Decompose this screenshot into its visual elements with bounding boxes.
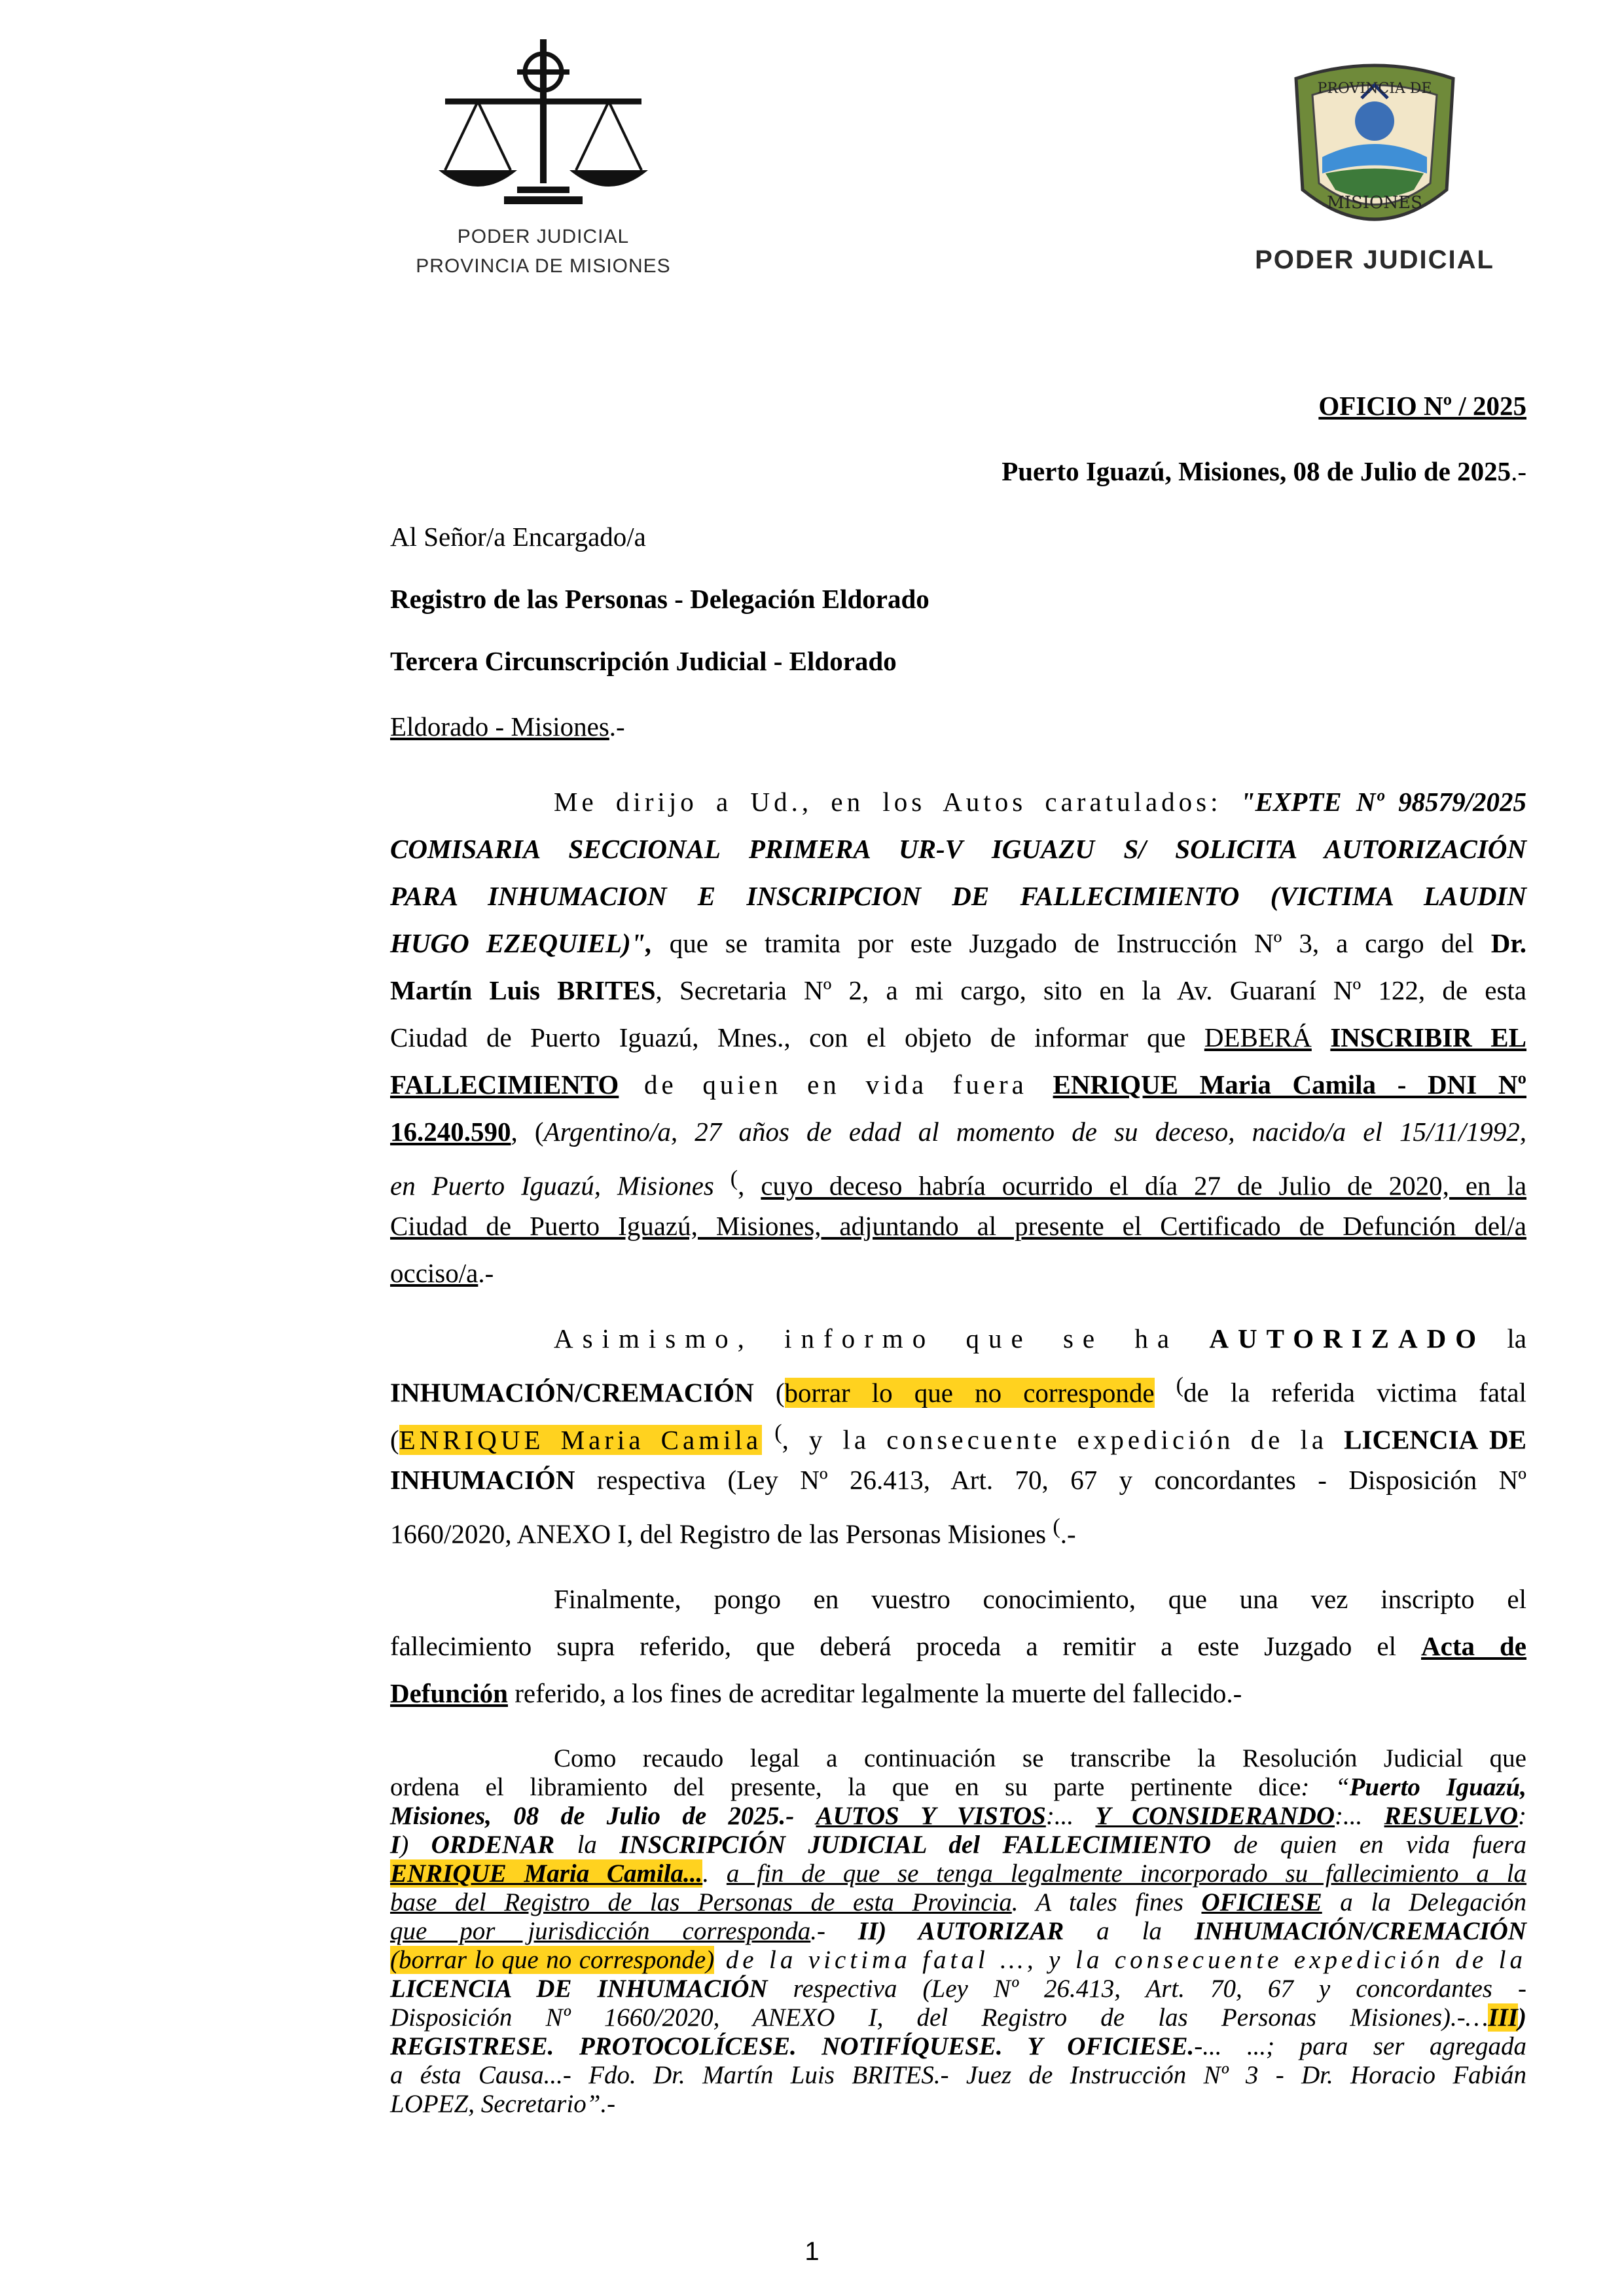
p1-line7: FALLECIMIENTO de quien en vida fuera ENRIQUE Maria Camila - DNI Nº [390, 1069, 1526, 1100]
date-line [390, 448, 1526, 494]
p4-line11: REGISTRESE. PROTOCOLÍCESE. NOTIFÍQUESE. Y OFICIESE.-... ...; para ser agregada [390, 2032, 1526, 2060]
p1-line5: Martín Luis BRITES, Secretaria Nº 2, a mi cargo, sito en la Av. Guaraní Nº 122, de esta [390, 975, 1526, 1005]
highlight-borrar: borrar lo que no corresponde [784, 1377, 1155, 1408]
p4-line2: ordena el libramiento del presente, la que en su parte pertinente dice: “Puerto Iguazú, [390, 1773, 1526, 1801]
p1-line4: HUGO EZEQUIEL)", que se tramita por este Juzgado de Instrucción Nº 3, a cargo del Dr. [390, 928, 1526, 958]
svg-text:MISIONES: MISIONES [1327, 193, 1422, 213]
p4-line9: LICENCIA DE INHUMACIÓN respectiva (Ley Nº 26.413, Art. 70, 67 y concordantes - [390, 1975, 1527, 2003]
p1-l1-a: Me dirijo a Ud., en los Autos caratulados: [554, 787, 1240, 817]
oficio-number: OFICIO Nº / 2025 [1318, 391, 1526, 421]
svg-text:PROVINCIA DE: PROVINCIA DE [1317, 81, 1432, 97]
p1-line11: occiso/a.- [390, 1258, 494, 1288]
p1-line6: Ciudad de Puerto Iguazú, Mnes., con el objeto de informar que DEBERÁ INSCRIBIR EL [390, 1022, 1527, 1052]
p2-line5: 1660/2020, ANEXO I, del Registro de las Personas Misiones (.- [390, 1515, 1076, 1549]
p4-line7: que por jurisdicción corresponda.- II) AUTORIZAR a la INHUMACIÓN/CREMACIÓN [390, 1917, 1526, 1945]
p1-line3: PARA INHUMACION E INSCRIPCION DE FALLECIMIENTO (VICTIMA LAUDIN [390, 881, 1526, 911]
logo-left-line2: PROVINCIA DE MISIONES [416, 255, 671, 277]
scales-of-justice-icon [419, 39, 668, 229]
addressee-line1: Al Señor/a Encargado/a [390, 522, 646, 552]
p1-line10: Ciudad de Puerto Iguazú, Misiones, adjuntando al presente el Certificado de Defunción del/a [390, 1211, 1526, 1241]
addressee-line4 [390, 704, 1526, 749]
p1-line9: en Puerto Iguazú, Misiones (, cuyo deceso habría ocurrido el día 27 de Julio de 2020, en la [390, 1166, 1527, 1201]
p4-line4: I) ORDENAR la INSCRIPCIÓN JUDICIAL del FALLECIMIENTO de quien en vida fuera [390, 1831, 1526, 1859]
p3-line2: fallecimiento supra referido, que deberá proceda a remitir a este Juzgado el Acta de [390, 1631, 1526, 1661]
addressee-suffix: .- [609, 711, 625, 742]
p3-line3: Defunción referido, a los fines de acreditar legalmente la muerte del fallecido.- [390, 1678, 1242, 1708]
highlight-borrar-2: (borrar lo que no corresponde) [390, 1946, 715, 1974]
highlight-name: ENRIQUE Maria Camila [399, 1424, 763, 1455]
p2-line4: INHUMACIÓN respectiva (Ley Nº 26.413, Art. 70, 67 y concordantes - Disposición Nº [390, 1465, 1526, 1495]
p4-line13: LOPEZ, Secretario”.- [390, 2090, 616, 2118]
highlight-name-2: ENRIQUE Maria Camila... [390, 1859, 703, 1888]
addressee-line2: Registro de las Personas - Delegación Eldorado [390, 584, 929, 614]
p2-line3: (ENRIQUE Maria Camila (, y la consecuente expedición de la LICENCIA DE [390, 1420, 1526, 1455]
addressee-place: Eldorado - Misiones [390, 711, 609, 742]
p1-l1-b: "EXPTE Nº 98579/2025 [1240, 787, 1526, 817]
p2-line1: Asimismo, informo que se ha AUTORIZADO la [554, 1323, 1526, 1354]
p2-line2: INHUMACIÓN/CREMACIÓN (borrar lo que no corresponde (de la referida victima fatal [390, 1373, 1526, 1408]
logo-left-line1: PODER JUDICIAL [457, 226, 630, 247]
date-suffix: .- [1511, 456, 1526, 486]
logo-right-caption: PODER JUDICIAL [1255, 245, 1494, 274]
p1-line2: COMISARIA SECCIONAL PRIMERA UR-V IGUAZU S/ SOLICITA AUTORIZACIÓN [390, 834, 1526, 864]
p4-line1: Como recaudo legal a continuación se transcribe la Resolución Judicial que [554, 1744, 1526, 1772]
poder-judicial-logo-left [393, 39, 694, 301]
highlight-iii: III [1488, 2003, 1518, 2032]
p4-line8: (borrar lo que no corresponde) de la victima fatal …, y la consecuente expedición de la [390, 1946, 1526, 1974]
p1-line8: 16.240.590, (Argentino/a, 27 años de edad al momento de su deceso, nacido/a el 15/11/1992, [390, 1117, 1526, 1147]
addressee-line3: Tercera Circunscripción Judicial - Eldorado [390, 646, 897, 676]
p4-line12: a ésta Causa...- Fdo. Dr. Martín Luis BRITES.- Juez de Instrucción Nº 3 - Dr. Horacio Fabián [390, 2061, 1526, 2089]
p4-line3: Misiones, 08 de Julio de 2025.- AUTOS Y VISTOS:... Y CONSIDERANDO:... RESUELVO: [390, 1802, 1527, 1830]
provincia-misiones-seal-icon [1270, 59, 1479, 242]
date-text: Puerto Iguazú, Misiones, 08 de Julio de 2025 [1001, 456, 1511, 486]
p4-line6: base del Registro de las Personas de esta Provincia. A tales fines OFICIESE a la Delegación [390, 1888, 1526, 1916]
page-number: 1 [804, 2237, 820, 2266]
p3-line1: Finalmente, pongo en vuestro conocimiento, que una vez inscripto el [554, 1584, 1526, 1614]
p4-line5: ENRIQUE Maria Camila.... a fin de que se tenga legalmente incorporado su fallecimiento a la [390, 1859, 1527, 1888]
poder-judicial-logo-right [1231, 59, 1519, 295]
p4-line10: Disposición Nº 1660/2020, ANEXO I, del Registro de las Personas Misiones).-…III) [390, 2003, 1526, 2032]
p1-line1 [390, 779, 1526, 825]
